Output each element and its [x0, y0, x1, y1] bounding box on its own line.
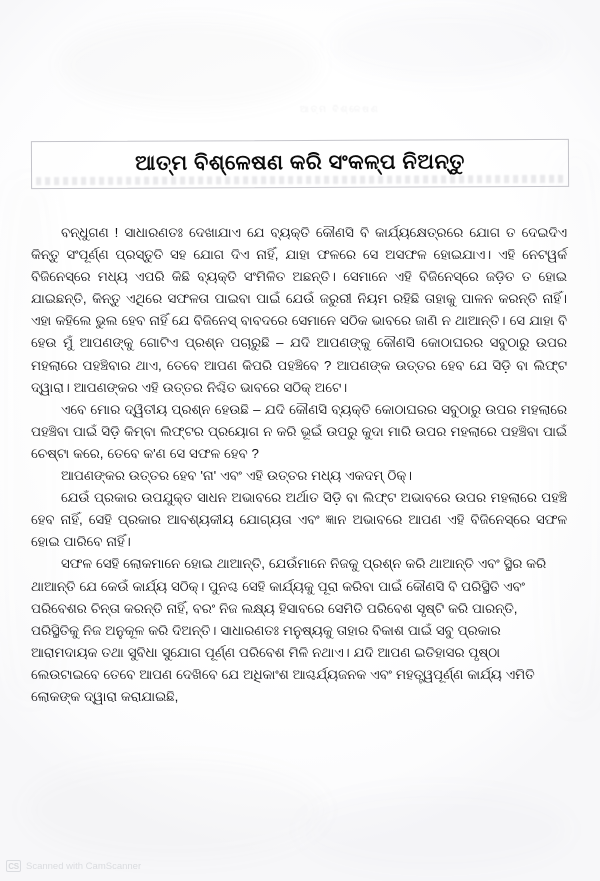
camscanner-watermark	[6, 860, 141, 872]
paragraph: ଏବେ ମୋର ଦ୍ୱିତୀୟ ପ୍ରଶ୍ନ ହେଉଛି – ଯଦି କୌଣସି ବ୍ୟକ୍ତି କୋଠାଘରର ସବୁଠାରୁ ଉପର ମହଲାରେ ପହଞ୍ଚିବା ପାଇଁ ସିଡ଼ି କିମ୍ବା ଲିଫ୍ଟର ପ୍ରୟୋଗ ନ କରି ଭୂଇଁ ଉପରୁ କୁଦା ମାରି ଉପର ମହଲାରେ ପହଞ୍ଚିବା ପାଇଁ ଚେଷ୍ଟା କରେ, ତେବେ କ'ଣ ସେ ସଫଳ ହେବ ?	[31, 401, 567, 461]
camscanner-label: Scanned with CamScanner	[26, 860, 142, 872]
scan-blotch	[300, 790, 570, 870]
page-header-ghost-text: ଆତ୍ମ ବିଶ୍ଳେଷଣ	[300, 104, 380, 114]
chapter-title: ଆତ୍ମ ବିଶ୍ଳେଷଣ କରି ସଂକଳ୍ପ ନିଅନ୍ତୁ	[135, 150, 465, 175]
paragraph: ଆପଣଙ୍କର ଉତ୍ତର ହେବ 'ନା' ଏବଂ ଏହି ଉତ୍ତର ମଧ୍ୟ ଏକଦମ୍ ଠିକ୍।	[61, 468, 413, 484]
paragraph: ବନ୍ଧୁଗଣ ! ସାଧାରଣତଃ ଦେଖାଯାଏ ଯେ ବ୍ୟକ୍ତି କୌଣସି ବି କାର୍ଯ୍ୟକ୍ଷେତ୍ରରେ ଯୋଗ ତ ଦେଇଦିଏ କିନ୍ତୁ ସଂପୂର୍ଣ୍ଣ ପ୍ରସ୍ତୁତି ସହ ଯୋଗ ଦିଏ ନାହିଁ, ଯାହା ଫଳରେ ସେ ଅସଫଳ ହୋଇଯାଏ। ଏହି ନେଟୱର୍କ ବିଜିନେସ୍‌ରେ ମଧ୍ୟ ଏପରି କିଛି ବ୍ୟକ୍ତି ସଂମିଳିତ ଅଛନ୍ତି। ସେମାନେ ଏହି ବିଜିନେସ୍‌ରେ ଜଡ଼ିତ ତ ହୋଇ ଯାଇଛନ୍ତି, କିନ୍ତୁ ଏଥିରେ ସଫଳତା ପାଇବା ପାଇଁ ଯେଉଁ ଜରୁରୀ ନିୟମ ରହିଛି ତାହାକୁ ପାଳନ କରନ୍ତି ନାହିଁ। ଏହା କହିଲେ ଭୁଲ ହେବ ନାହିଁ ଯେ ବିଜିନେସ୍ ବାବଦରେ ସେମାନେ ସଠିକ ଭାବରେ ଜାଣି ନ ଥାଆନ୍ତି। ସେ ଯାହା ବି ହେଉ ମୁଁ ଆପଣଙ୍କୁ ଗୋଟିଏ ପ୍ରଶ୍ନ ପଚାରୁଛି – ଯଦି ଆପଣଙ୍କୁ କୌଣସି କୋଠାଘରର ସବୁଠାରୁ ଉପର ମହଲାରେ ପହଞ୍ଚିବାର ଥାଏ, ତେବେ ଆପଣ କିପରି ପହଞ୍ଚିବେ ? ଆପଣଙ୍କ ଉତ୍ତର ହେବ ଯେ ସିଡ଼ି ବା ଲିଫ୍ଟ ଦ୍ୱାରା। ଆପଣଙ୍କର ଏହି ଉତ୍ତର ନିଶ୍ଚିତ ଭାବରେ ସଠିକ୍ ଅଟେ।	[31, 225, 567, 395]
camscanner-logo-icon: CS	[6, 860, 21, 872]
paragraph: ସଫଳ ସେହି ଲୋକମାନେ ହୋଇ ଥାଆନ୍ତି, ଯେଉଁମାନେ ନିଜକୁ ପ୍ରଶ୍ନ କରି ଥାଆନ୍ତି ଏବଂ ସ୍ଥିର କରି ଥାଆନ୍ତି ଯେ କେଉଁ କାର୍ଯ୍ୟ ସଠିକ୍। ପୁନଶ୍ଚ ସେହି କାର୍ଯ୍ୟକୁ ପୂରା କରିବା ପାଇଁ କୌଣସି ବି ପରିସ୍ଥିତି ଏବଂ ପରିବେଶର ଚିନ୍ତା କରନ୍ତି ନାହିଁ, ବରଂ ନିଜ ଲକ୍ଷ୍ୟ ହିସାବରେ ସେମିତି ପରିବେଶ ସୃଷ୍ଟି କରି ପାରନ୍ତି, ପରିସ୍ଥିତିକୁ ନିଜ ଅନୁକୂଳ କରି ଦିଅନ୍ତି। ସାଧାରଣତଃ ମନୁଷ୍ୟକୁ ତାହାର ବିକାଶ ପାଇଁ ସବୁ ପ୍ରକାର ଆରାମଦାୟକ ତଥା ସୁବିଧା ସୁଯୋଗ ପୂର୍ଣ୍ଣ ପରିବେଶ ମିଳି ନଥାଏ। ଯଦି ଆପଣ ଇତିହାସର ପୃଷ୍ଠା ଲେଉଟାଇବେ ତେବେ ଆପଣ ଦେଖିବେ ଯେ ଅଧିକାଂଶ ଆଶ୍ଚର୍ଯ୍ୟଜନକ ଏବଂ ମହତ୍ତ୍ୱପୂର୍ଣ୍ଣ କାର୍ଯ୍ୟ ଏମିତି ଲୋକଙ୍କ ଦ୍ୱାରା କରାଯାଇଛି,	[31, 556, 547, 704]
body-text-column	[31, 222, 567, 708]
scan-blotch	[60, 20, 320, 110]
scan-blotch	[330, 10, 560, 80]
scan-blotch	[25, 760, 325, 860]
chapter-title-box	[31, 139, 569, 189]
paragraph: ଯେଉଁ ପ୍ରକାର ଉପଯୁକ୍ତ ସାଧନ ଅଭାବରେ ଅର୍ଥାତ ସିଡ଼ି ବା ଲିଫ୍ଟ ଅଭାବରେ ଉପର ମହଲାରେ ପହଞ୍ଚି ହେବ ନାହିଁ, ସେହି ପ୍ରକାର ଆବଶ୍ୟକୀୟ ଯୋଗ୍ୟତା ଏବଂ ଜ୍ଞାନ ଅଭାବରେ ଆପଣ ଏହି ବିଜିନେସ୍‌ରେ ସଫଳ ହୋଇ ପାରିବେ ନାହିଁ।	[31, 490, 567, 550]
